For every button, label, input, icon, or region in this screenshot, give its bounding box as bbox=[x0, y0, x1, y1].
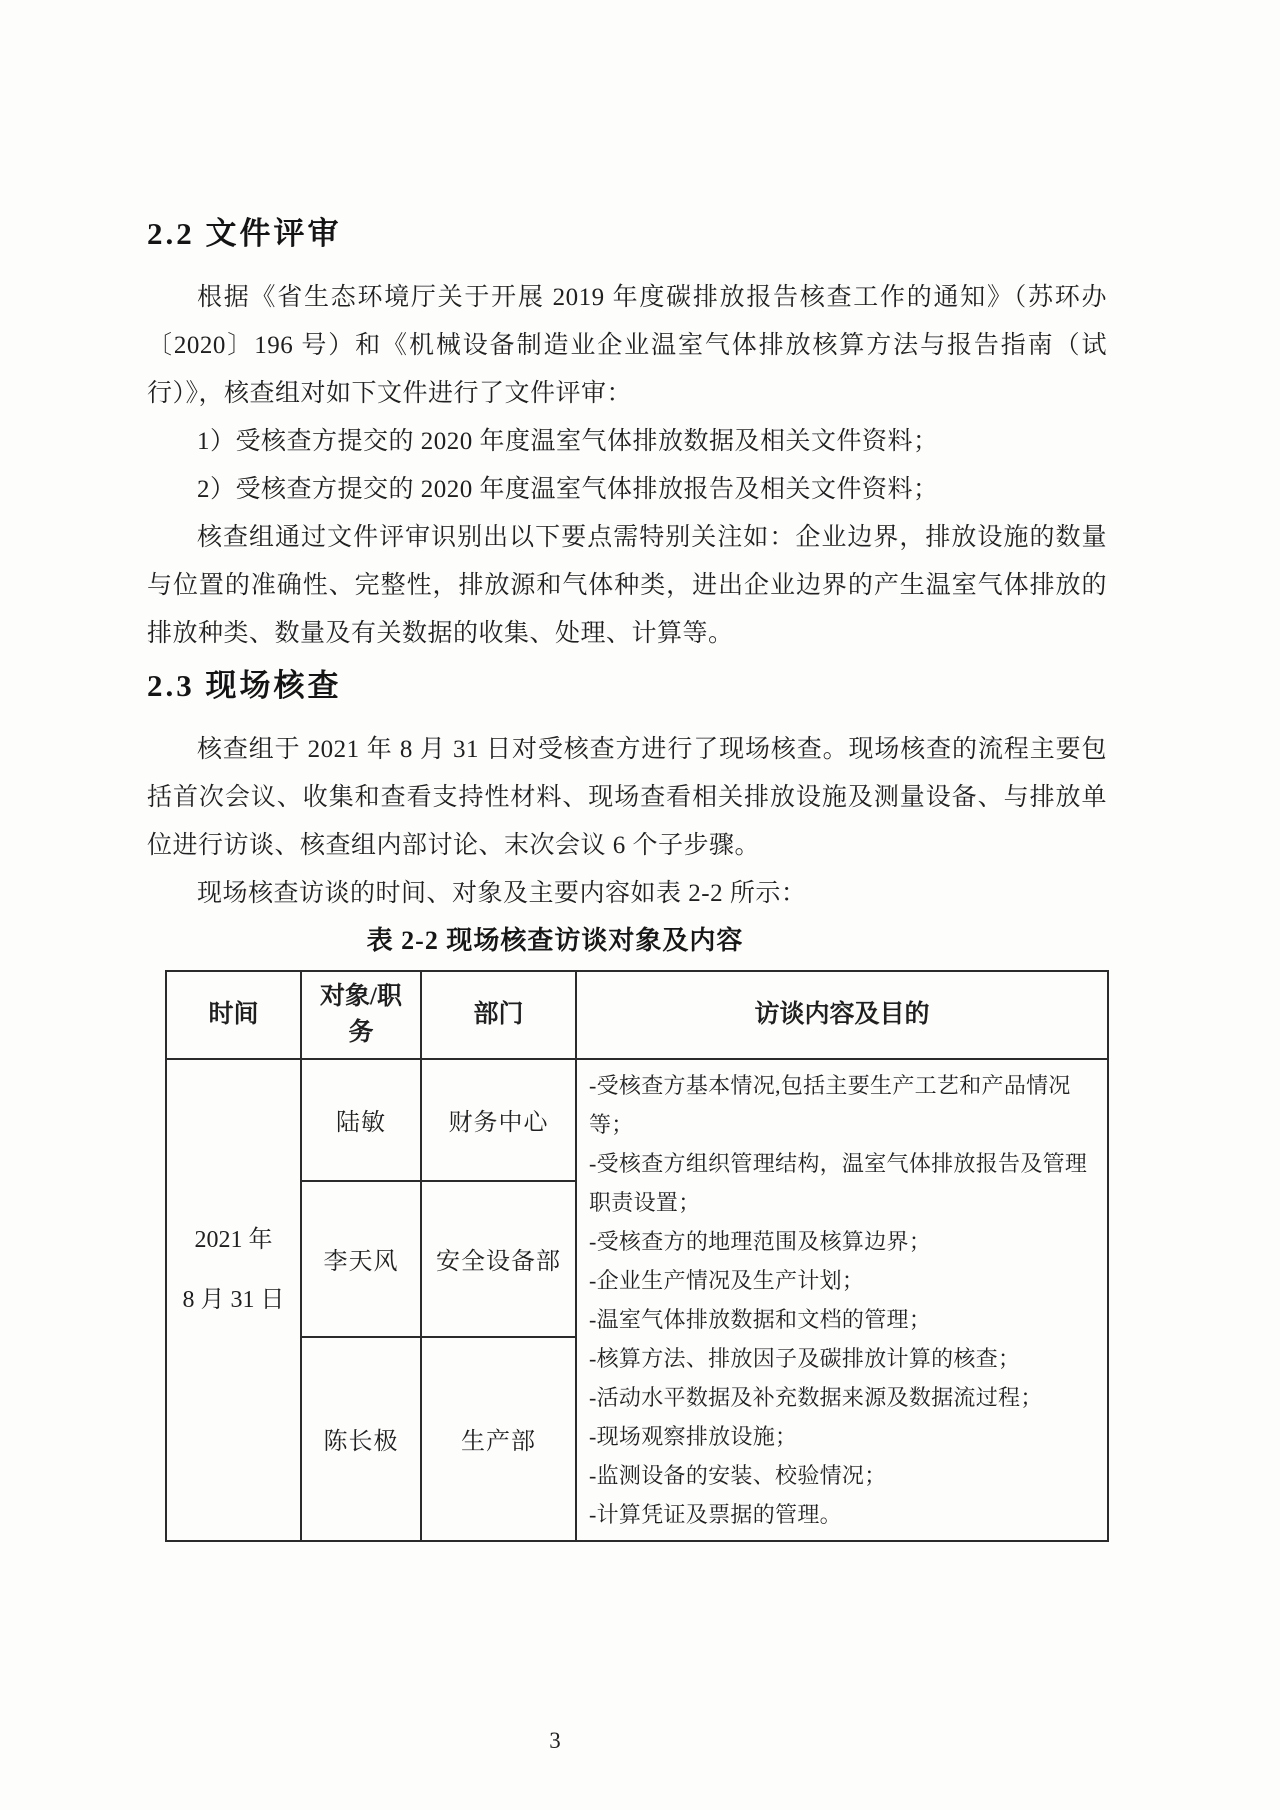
cell-interview-content bbox=[576, 1059, 1108, 1541]
time-line-2: 8 月 31 日 bbox=[182, 1287, 285, 1313]
table-row bbox=[166, 1059, 1108, 1181]
list-item-1: 1）受核查方提交的 2020 年度温室气体排放数据及相关文件资料； bbox=[197, 428, 939, 455]
header-content: 访谈内容及目的 bbox=[576, 971, 1108, 1059]
paragraph-table-reference: 现场核查访谈的时间、对象及主要内容如表 2-2 所示： bbox=[197, 880, 807, 907]
page-content bbox=[147, 214, 1107, 1542]
cell-person: 陆敏 bbox=[301, 1059, 421, 1181]
header-department: 部门 bbox=[421, 971, 576, 1059]
cell-department: 安全设备部 bbox=[421, 1181, 576, 1337]
table-header-row bbox=[166, 971, 1108, 1059]
cell-time bbox=[166, 1059, 301, 1541]
content-item: -受核查方的地理范围及核算边界； bbox=[589, 1229, 932, 1254]
cell-person: 陈长极 bbox=[301, 1337, 421, 1541]
table-caption: 表 2-2 现场核查访谈对象及内容 bbox=[366, 926, 744, 955]
interview-table bbox=[165, 970, 1109, 1542]
list-item-2: 2）受核查方提交的 2020 年度温室气体排放报告及相关文件资料； bbox=[197, 476, 939, 503]
content-item: -企业生产情况及生产计划； bbox=[589, 1268, 865, 1293]
content-item: -受核查方组织管理结构，温室气体排放报告及管理职责设置； bbox=[589, 1151, 1088, 1215]
time-line-1: 2021 年 bbox=[194, 1227, 273, 1253]
content-item: -活动水平数据及补充数据来源及数据流过程； bbox=[589, 1385, 1043, 1410]
header-person: 对象/职务 bbox=[301, 971, 421, 1059]
cell-department: 生产部 bbox=[421, 1337, 576, 1541]
section-heading-2-2: 2.2 文件评审 bbox=[147, 216, 342, 251]
content-item: -温室气体排放数据和文档的管理； bbox=[589, 1307, 932, 1332]
content-item: -受核查方基本情况,包括主要生产工艺和产品情况等； bbox=[589, 1073, 1071, 1137]
header-time: 时间 bbox=[166, 971, 301, 1059]
paragraph-document-review-focus: 核查组通过文件评审识别出以下要点需特别关注如：企业边界，排放设施的数量与位置的准确性、完整性，排放源和气体种类，进出企业边界的产生温室气体排放的排放种类、数量及有关数据的收集、处理、计算等。 bbox=[147, 524, 1107, 647]
paragraph-document-review-intro: 根据《省生态环境厅关于开展 2019 年度碳排放报告核查工作的通知》（苏环办〔2020〕196 号）和《机械设备制造业企业温室气体排放核算方法与报告指南（试行）》，核查组对如下文件进行了文件评审： bbox=[147, 284, 1107, 407]
content-item: -监测设备的安装、校验情况； bbox=[589, 1463, 887, 1488]
content-item: -计算凭证及票据的管理。 bbox=[589, 1502, 842, 1527]
page-number: 3 bbox=[549, 1728, 561, 1753]
cell-person: 李天风 bbox=[301, 1181, 421, 1337]
cell-department: 财务中心 bbox=[421, 1059, 576, 1181]
content-item: -现场观察排放设施； bbox=[589, 1424, 798, 1449]
content-item: -核算方法、排放因子及碳排放计算的核查； bbox=[589, 1346, 1021, 1371]
section-heading-2-3: 2.3 现场核查 bbox=[147, 668, 342, 703]
paragraph-site-visit: 核查组于 2021 年 8 月 31 日对受核查方进行了现场核查。现场核查的流程主要包括首次会议、收集和查看支持性材料、现场查看相关排放设施及测量设备、与排放单位进行访谈、核查组内部讨论、末次会议 6 个子步骤。 bbox=[147, 736, 1107, 859]
